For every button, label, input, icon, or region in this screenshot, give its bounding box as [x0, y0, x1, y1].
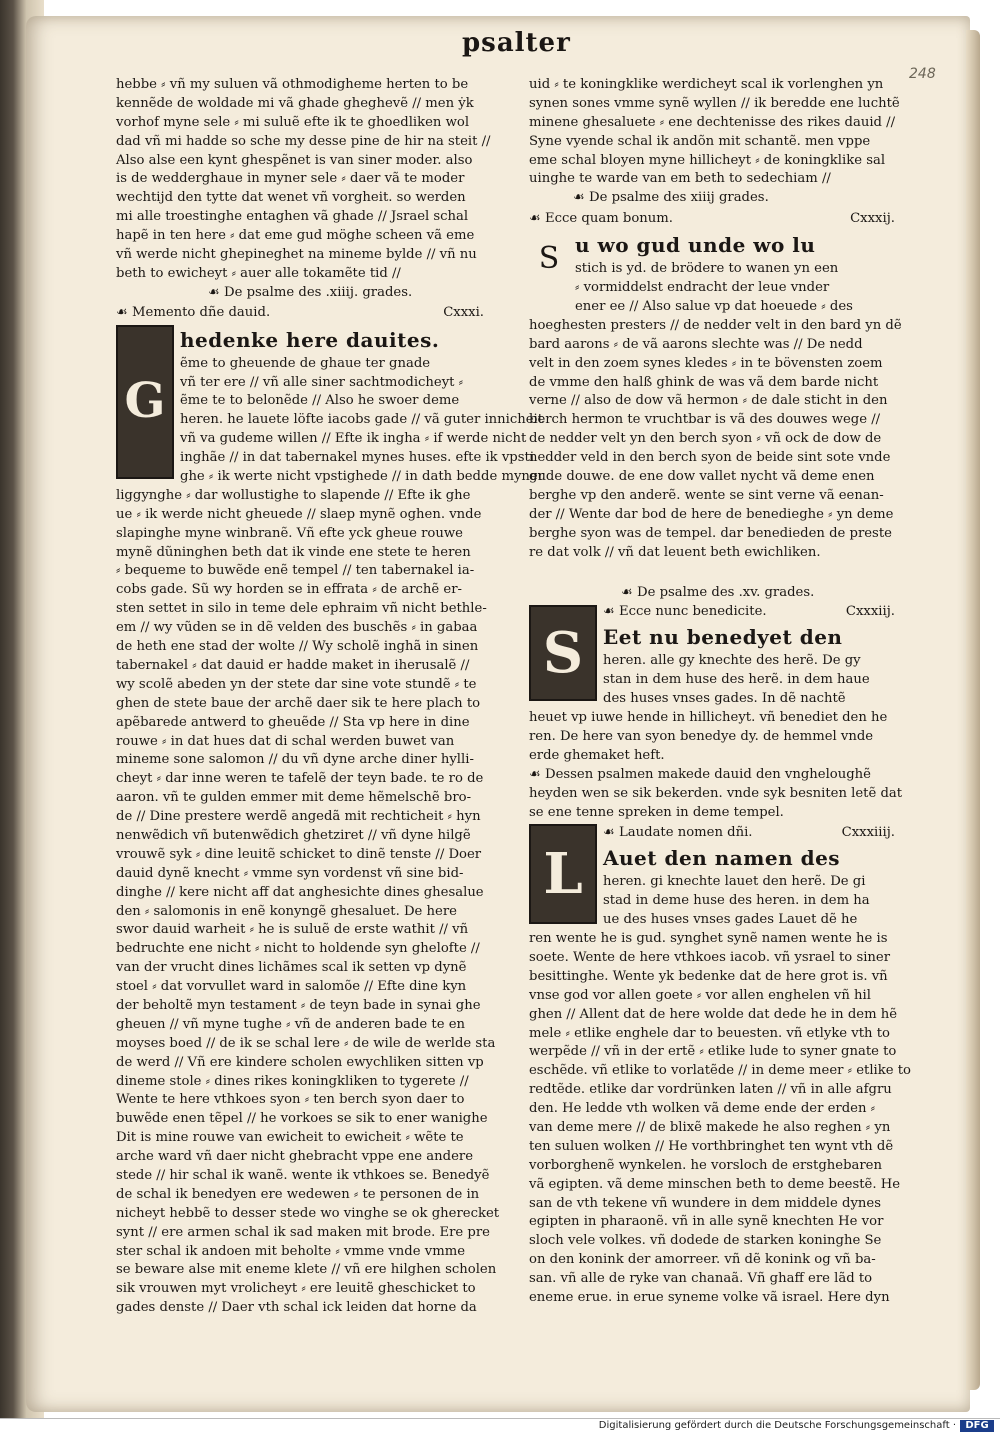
text-line: de werd // Vñ ere kindere scholen ewychliken sitten vp	[116, 1054, 484, 1070]
text-line: de schal ik benedyen ere wedewen ⸗ te personen de in	[116, 1186, 480, 1202]
text-line: vrouwẽ syk ⸗ dine leuitẽ schicket to dinẽ tenste // Doer	[116, 846, 482, 862]
text-line: minene ghesaluete ⸗ ene dechtenisse des rikes dauid //	[529, 114, 896, 130]
text-line: besittinghe. Wente yk bedenke dat de here grot is. vñ	[529, 968, 888, 984]
text-line: erde ghemaket heft.	[529, 747, 665, 763]
text-line: van deme mere // de blixẽ makede he also reghen ⸗ yn	[529, 1119, 891, 1135]
text-line: dad vñ mi hadde so sche my desse pine de hir na steit //	[116, 133, 491, 149]
desse-psalmen-lines	[529, 766, 903, 823]
text-line: den. He ledde vth wolken vã deme ende der erden ⸗	[529, 1101, 876, 1117]
ecce-quam-heading-row	[529, 208, 895, 230]
text-line: se beware alse mit eneme klete // vñ ere hilghen scholen	[116, 1262, 497, 1278]
ecce-nunc-heading: Eet nu benedyet den	[603, 625, 843, 650]
text-line: Wente te here vthkoes syon ⸗ ten berch syon daer to	[116, 1092, 465, 1108]
text-line: bedruchte ene nicht ⸗ nicht to holdende syn ghelofte //	[116, 941, 480, 957]
decorated-initial-l: L	[529, 824, 597, 924]
text-line: san. vñ alle de ryke van chanaã. Vñ ghaff ere lãd to	[529, 1271, 873, 1287]
text-line: ener ee // Also salue vp dat hoeuede ⸗ des	[575, 299, 853, 315]
right-column	[529, 76, 911, 1308]
text-line: hoeghesten presters // de nedder velt in den bard yn dẽ	[529, 317, 902, 333]
text-line: eme schal bloyen myne hillicheyt ⸗ de koningklike sal	[529, 152, 886, 168]
text-line: stich is yd. de brödere to wanen yn een	[575, 261, 839, 277]
psalm-number-cxxxiij: Cxxxiij.	[845, 604, 895, 620]
gedenke-heading: hedenke here dauites.	[180, 327, 440, 352]
text-line: dauid dynẽ knecht ⸗ vmme syn vordenst vñ sine bid-	[116, 865, 464, 881]
text-line: mineme sone salomon // du vñ dyne arche diner hylli-	[116, 752, 474, 768]
ecce-quam-lines	[529, 260, 902, 562]
text-line: stan in dem huse des herẽ. in dem haue	[603, 672, 870, 688]
text-line: hapẽ in ten here ⸗ dat eme gud möghe scheen vã eme	[116, 228, 475, 244]
text-line: ẽme to gheuende de ghaue ter gnade	[180, 355, 431, 371]
text-line: arche ward vñ daer nicht ghebracht vppe ene andere	[116, 1149, 474, 1165]
text-line: verne // also de dow vã hermon ⸗ de dale sticht in den	[529, 393, 888, 409]
text-line: ue des huses vnses gades Lauet dẽ he	[603, 912, 858, 928]
text-line: ster schal ik andoen mit beholte ⸗ vmme vnde vmme	[116, 1243, 466, 1259]
psalm-xv-label: ☙ De psalme des .xv. grades.	[621, 585, 815, 601]
text-line: rouwe ⸗ in dat hues dat di schal werden buwet van	[116, 733, 455, 749]
laudate-block	[529, 824, 895, 930]
text-line: uinghe te warde van em beth to sedechiam //	[529, 171, 831, 187]
text-line: sik vrouwen myt vrolicheyt ⸗ ere leuitẽ gheschicket to	[116, 1281, 476, 1297]
gedenke-block	[116, 325, 544, 487]
page-fore-edge	[966, 30, 980, 1390]
text-line: swor dauid warheit ⸗ he is suluẽ de erste wathit // vñ	[116, 922, 469, 938]
ecce-nunc-label: ☙ Ecce nunc benedicite.	[603, 604, 767, 620]
ecce-quam-heading: u wo gud unde wo lu	[575, 233, 816, 258]
text-line: mele ⸗ etlike enghele dar to beuesten. vñ etlyke vth to	[529, 1025, 890, 1041]
text-line: ⸗ bequeme to buwẽde enẽ tempel // ten tabernakel ia-	[116, 563, 475, 579]
text-line: ☙ Dessen psalmen makede dauid den vngheloughẽ	[529, 766, 871, 782]
text-line: buwẽde enen tẽpel // he vorkoes se sik to ener wanighe	[116, 1111, 488, 1127]
text-line: stede // hir schal ik wanẽ. wente ik vthkoes se. Benedyẽ	[116, 1167, 490, 1183]
text-line: ghen de stete baue der archẽ daer sik te here plach to	[116, 695, 481, 711]
text-line: synen sones vmme synẽ wyllen // ik beredde ene luchtẽ	[529, 95, 900, 111]
text-line: vã egipten. vã deme minschen beth to deme beestẽ. He	[529, 1176, 901, 1192]
text-line: kennẽde de woldade mi vã ghade gheghevẽ // men ẏk	[116, 95, 474, 111]
text-line: nicheyt hebbẽ to desser stede wo vinghe se ok gherecket	[116, 1205, 500, 1221]
text-line: sten settet in silo in teme dele ephraim vñ nicht bethle-	[116, 601, 487, 617]
text-line: uid ⸗ te koningklike werdicheyt scal ik vorlenghen yn	[529, 77, 884, 92]
text-line: heyden wen se sik bekerden. vnde syk besniten letẽ dat	[529, 785, 903, 801]
text-line: bard aarons ⸗ de vã aarons slechte was // De nedd	[529, 336, 863, 352]
text-line: ren wente he is gud. synghet synẽ namen wente he is	[529, 931, 888, 947]
text-line: heren. alle gy knechte des herẽ. De gy	[603, 653, 861, 669]
psalm-number-cxxxi: Cxxxi.	[443, 305, 484, 321]
running-head: psalter	[462, 28, 571, 58]
text-line: soete. Wente de here vthkoes iacob. vñ ysrael to siner	[529, 949, 891, 965]
text-line: tabernakel ⸗ dat dauid er hadde maket in iherusalẽ //	[116, 657, 470, 673]
text-line: mi alle troestinghe entaghen vã ghade // Jsrael schal	[116, 209, 469, 225]
text-line: der // Wente dar bod de here de benedieghe ⸗ yn deme	[529, 506, 894, 522]
ecce-nunc-lines	[529, 709, 895, 766]
text-line: redtẽde. etlike dar vordrünken laten // vñ in alle afgru	[529, 1082, 892, 1098]
footer-credit-text: Digitalisierung gefördert durch die Deutsche Forschungsgemeinschaft ·	[598, 1420, 956, 1431]
initial-s-plain: S	[538, 241, 560, 277]
text-line: berghe syon was de tempel. dar benedieden de preste	[529, 525, 892, 541]
text-line: on den konink der amorreer. vñ dẽ konink og vñ ba-	[529, 1252, 876, 1268]
text-line: wy scolẽ abeden yn der stete dar sine vote stundẽ ⸗ te	[116, 676, 477, 692]
text-line: em // wy vũden se in dẽ velden des buschẽs ⸗ in gabaa	[116, 620, 478, 636]
psalm-xiiij-label-left: ☙ De psalme des .xiiij. grades.	[208, 284, 413, 300]
text-line: moyses boed // de ik se schal lere ⸗ de wile de werlde sta	[116, 1035, 496, 1051]
ecce-quam-block	[529, 230, 902, 562]
text-line: synt // ere armen schal ik sad maken mit brode. Ere pre	[116, 1224, 490, 1240]
text-line: se ene tenne spreken in deme tempel.	[529, 804, 784, 820]
left-lines-main	[116, 487, 500, 1318]
decorated-initial-s: S	[529, 605, 597, 701]
memento-heading-row	[116, 303, 484, 325]
text-line: de heth ene stad der wolte // Wy scholẽ inghã in sinen	[116, 639, 479, 655]
text-line: cheyt ⸗ dar inne weren te tafelẽ der teyn bade. te ro de	[116, 771, 484, 787]
text-line: vorhof myne sele ⸗ mi suluẽ efte ik te ghoedliken wol	[116, 114, 470, 130]
text-line: de vmme den halß ghink de was vã dem barde nicht	[529, 374, 879, 390]
text-line: vñ werde nicht ghepineghet na mineme bylde // vñ nu	[116, 247, 477, 263]
text-line: liggynghe ⸗ dar wollustighe to slapende // Efte ik ghe	[116, 487, 471, 503]
psalm-number-cxxxij: Cxxxij.	[850, 210, 895, 226]
laudate-label: ☙ Laudate nomen dñi.	[603, 825, 753, 841]
laudate-heading: Auet den namen des	[603, 846, 841, 871]
text-line: gude douwe. de ene dow vallet nycht vã deme enen	[529, 469, 875, 485]
text-line: Dit is mine rouwe van ewicheit to ewicheit ⸗ wẽte te	[116, 1130, 464, 1146]
text-line: berch hermon te vruchtbar is vã des douwes wege //	[529, 412, 881, 428]
text-line: nenwẽdich vñ butenwẽdich ghetziret // vñ dyne hilgẽ	[116, 827, 471, 843]
text-line: heren. gi knechte lauet den herẽ. De gi	[603, 874, 866, 890]
laudate-heading-row	[603, 824, 895, 843]
text-line: beth to ewicheyt ⸗ auer alle tokamẽte tid //	[116, 265, 401, 281]
text-line: velt in den zoem synes kledes ⸗ in te bövensten zoem	[529, 355, 883, 371]
text-line: egipten in pharaonẽ. vñ in alle synẽ knechten He vor	[529, 1214, 884, 1230]
text-line: Also alse een kynt ghespẽnet is van siner moder. also	[116, 152, 473, 168]
text-line: dinghe // kere nicht aff dat anghesichte dines ghesalue	[116, 884, 484, 900]
text-line: hebbe ⸗ vñ my suluen vã othmodigheme herten to be	[116, 77, 469, 92]
text-line: san de vth tekene vñ wundere in dem middele dynes	[529, 1195, 881, 1211]
text-line: slapinghe myne winbranẽ. Vñ efte yck gheue rouwe	[116, 525, 463, 541]
psalm-number-cxxxiiij: Cxxxiiij.	[841, 825, 895, 841]
text-line: mynẽ dũninghen beth dat ik vinde ene stete te heren	[116, 544, 471, 560]
text-line: stoel ⸗ dat vorvullet ward in salomõe // Efte dine kyn	[116, 979, 467, 995]
text-line: apẽbarede antwerd to gheuẽde // Sta vp here in dine	[116, 714, 470, 730]
text-line: ten suluen wolken // He vorthbringhet ten wynt vth dẽ	[529, 1138, 894, 1154]
text-line: gheuen // vñ myne tughe ⸗ vñ de anderen bade te en	[116, 1016, 465, 1032]
text-line: ẽme te to belonẽde // Also he swoer deme	[180, 393, 460, 409]
text-line: van der vrucht dines lichãmes scal ik setten vp dynẽ	[116, 960, 467, 976]
text-line: de nedder velt yn den berch syon ⸗ vñ ock de dow de	[529, 431, 882, 447]
left-column	[116, 76, 544, 1318]
left-lines-top	[116, 76, 491, 284]
folio-number: 248	[909, 66, 936, 82]
text-line: ren. De here van syon benedye dy. de hemmel vnde	[529, 728, 874, 744]
text-line: der beholtẽ myn testament ⸗ de teyn bade in synai ghe	[116, 997, 481, 1013]
digitization-footer	[0, 1418, 1000, 1434]
text-line: gades denste // Daer vth schal ick leiden dat horne da	[116, 1300, 477, 1316]
text-line: vorborghenẽ wynkelen. he vorsloch de erstghebaren	[529, 1157, 882, 1173]
text-line: dineme stole ⸗ dines rikes koningkliken to tygerete //	[116, 1073, 469, 1089]
text-line: is de wedderghaue in myner sele ⸗ daer vã te moder	[116, 171, 465, 187]
dfg-logo: DFG	[960, 1420, 994, 1432]
text-line: ue ⸗ ik werde nicht gheuede // slaep mynẽ oghen. vnde	[116, 506, 482, 522]
text-line: werpẽde // vñ in der ertẽ ⸗ etlike lude to syner gnate to	[529, 1044, 897, 1060]
text-line: inghãe // in dat tabernakel mynes huses. efte ik vpsti	[180, 450, 535, 466]
text-line: eneme erue. in erue syneme volke vã israel. Here dyn	[529, 1289, 890, 1305]
text-line: ⸗ vormiddelst endracht der leue vnder	[575, 280, 830, 296]
text-line: Syne vyende schal ik andõn mit schantẽ. men vppe	[529, 133, 871, 149]
text-line: berghe vp den anderẽ. wente se sint verne vã eenan-	[529, 487, 884, 503]
ecce-nunc-block	[529, 603, 895, 709]
text-line: ghen // Allent dat de here wolde dat dede he in dem hẽ	[529, 1006, 898, 1022]
text-line: de // Dine prestere werdẽ angedã mit rechticheit ⸗ hyn	[116, 809, 481, 825]
text-line: des huses vnses gades. In dẽ nachtẽ	[603, 691, 846, 707]
text-line: cobs gade. Sũ wy horden se in effrata ⸗ de archẽ er-	[116, 582, 462, 598]
text-line: re dat volk // vñ dat leuent beth ewichliken.	[529, 544, 821, 560]
ecce-nunc-heading-row	[603, 603, 895, 622]
text-line: sloch vele volkes. vñ dodede de starken koninghe Se	[529, 1233, 882, 1249]
memento-label: ☙ Memento dñe dauid.	[116, 305, 271, 321]
text-line: vnse god vor allen goete ⸗ vor allen enghelen vñ hil	[529, 987, 871, 1003]
text-line: stad in deme huse des heren. in dem ha	[603, 893, 870, 909]
text-line: vñ ter ere // vñ alle siner sachtmodicheyt ⸗	[180, 374, 464, 390]
text-line: aaron. vñ te gulden emmer mit deme hẽmelschẽ bro-	[116, 790, 472, 806]
spacer	[529, 562, 895, 584]
text-line: ghe ⸗ ik werte nicht vpstighede // in dath bedde myner	[180, 469, 544, 485]
text-line: eschẽde. vñ etlike to vorlatẽde // in deme meer ⸗ etlike to	[529, 1063, 911, 1079]
text-line: vñ va gudeme willen // Efte ik ingha ⸗ if werde nicht	[180, 431, 527, 447]
psalm-xiiij-label-right: ☙ De psalme des xiiij grades.	[573, 190, 769, 206]
right-lines-top	[529, 76, 900, 189]
laudate-lines	[529, 930, 911, 1308]
text-line: wechtijd den tytte dat wenet vñ vorgheit. so werden	[116, 190, 466, 206]
ecce-quam-label: ☙ Ecce quam bonum.	[529, 210, 673, 226]
text-line: nedder veld in den berch syon de beide sint sote vnde	[529, 450, 891, 466]
text-line: heuet vp iuwe hende in hillicheyt. vñ benediet den he	[529, 710, 888, 726]
text-line: heren. he lauete löfte iacobs gade // vã guter innicheit	[180, 412, 544, 428]
text-line: den ⸗ salomonis in enẽ konyngẽ ghesaluet. De here	[116, 903, 457, 919]
decorated-initial-g: G	[116, 325, 174, 479]
